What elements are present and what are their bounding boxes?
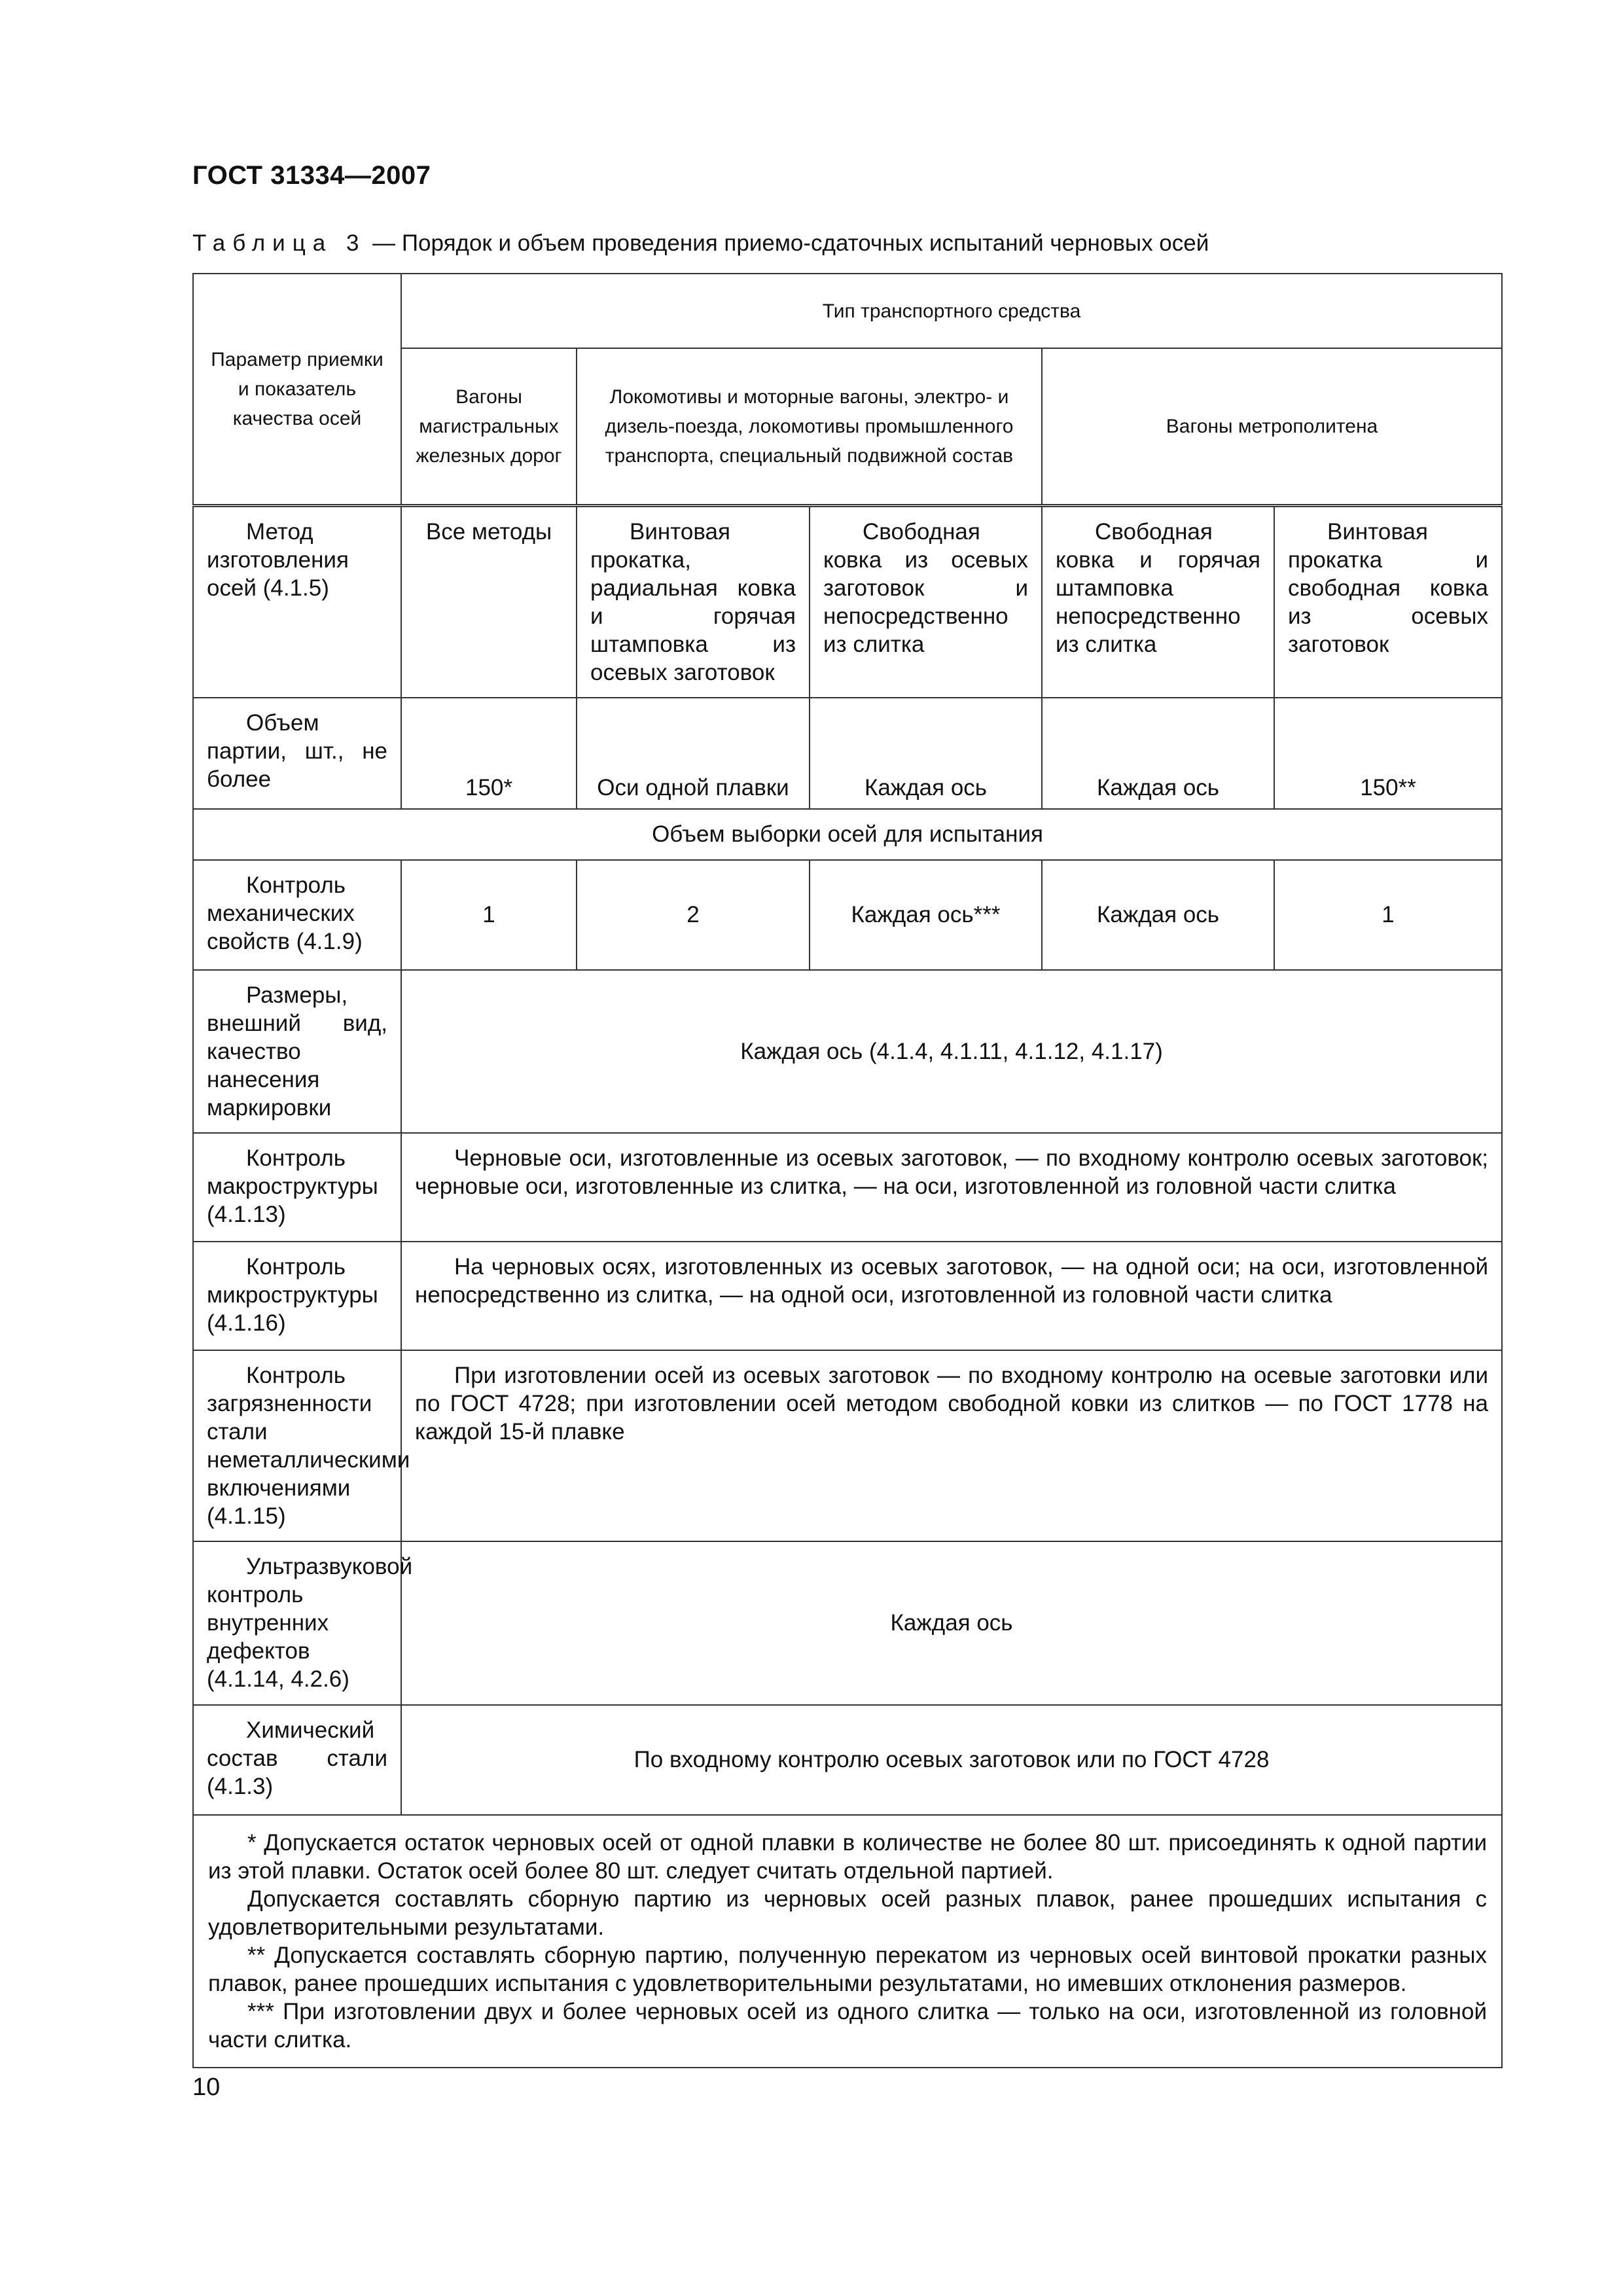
document-header: ГОСТ 31334—2007 bbox=[192, 161, 431, 190]
row-label-lot-size: Объем партии, шт., не более bbox=[193, 698, 401, 809]
row-label-macrostructure: Контроль макроструктуры (4.1.13) bbox=[193, 1133, 401, 1242]
table-row-dimensions bbox=[193, 970, 1502, 1133]
cell-method-locos-1: Винтовая прокатка, радиальная ковка и горячая штамповка из осевых заготовок bbox=[577, 505, 810, 698]
cell-lot-metro-2: 150** bbox=[1274, 698, 1502, 809]
header-param-cell: Параметр приемки и показатель качества осей bbox=[193, 274, 401, 505]
cell-lot-wagons: 150* bbox=[401, 698, 577, 809]
row-label-method: Метод изготовления осей (4.1.5) bbox=[193, 505, 401, 698]
header-metro: Вагоны метрополитена bbox=[1042, 348, 1502, 505]
footnote-1: * Допускается остаток черновых осей от одной плавки в количестве не более 80 шт. присоединять к одной партии из этой плавки. Остаток осей более 80 шт. следует считать отдельной партией. bbox=[208, 1829, 1488, 1884]
cell-mech-metro-2: 1 bbox=[1274, 860, 1502, 970]
cell-contamination-value: При изготовлении осей из осевых заготовок — по входному контролю на осевые заготовки или по ГОСТ 4728; при изготовлении осей методом свободной ковки из слитков — по ГОСТ 1778 на каждой 15-й плавке bbox=[401, 1350, 1502, 1541]
sample-size-header: Объем выборки осей для испытания bbox=[193, 809, 1502, 860]
cell-mech-locos-2: Каждая ось*** bbox=[810, 860, 1042, 970]
cell-ultrasonic-value: Каждая ось bbox=[401, 1541, 1502, 1705]
table-footnotes-row bbox=[193, 1815, 1502, 2068]
cell-chemical-value: По входному контролю осевых заготовок или по ГОСТ 4728 bbox=[401, 1705, 1502, 1815]
table-row-macrostructure bbox=[193, 1133, 1502, 1242]
table-caption bbox=[192, 230, 1209, 257]
row-label-contamination: Контроль загрязненности стали неметаллическими включениями (4.1.15) bbox=[193, 1350, 401, 1541]
header-transport-type: Тип транспортного средства bbox=[401, 274, 1502, 348]
footnote-2: Допускается составлять сборную партию из черновых осей разных плавок, ранее прошедших испытания с удовлетворительными результатами. bbox=[208, 1886, 1488, 1940]
footnote-4: *** При изготовлении двух и более черновых осей из одного слитка — только на оси, изготовленной из головной части слитка. bbox=[208, 1998, 1488, 2053]
cell-method-metro-2: Винтовая прокатка и свободная ковка из осевых заготовок bbox=[1274, 505, 1502, 698]
row-label-microstructure: Контроль микроструктуры (4.1.16) bbox=[193, 1242, 401, 1350]
page-number: 10 bbox=[192, 2073, 221, 2101]
cell-lot-locos-1: Оси одной плавки bbox=[577, 698, 810, 809]
table-row-contamination bbox=[193, 1350, 1502, 1541]
header-wagons: Вагоны магистральных железных дорог bbox=[401, 348, 577, 505]
cell-mech-wagons: 1 bbox=[401, 860, 577, 970]
table-row-chemical bbox=[193, 1705, 1502, 1815]
table-caption-title: — Порядок и объем проведения приемо-сдаточных испытаний черновых осей bbox=[372, 230, 1209, 256]
cell-method-wagons: Все методы bbox=[401, 505, 577, 698]
table-row-ultrasonic bbox=[193, 1541, 1502, 1705]
cell-macrostructure-value: Черновые оси, изготовленные из осевых заготовок, — по входному контролю осевых заготовок; черновые оси, изготовленные из слитка, — на оси, изготовленной из головной части слитка bbox=[401, 1133, 1502, 1242]
table-caption-prefix: Таблица 3 bbox=[192, 230, 366, 256]
cell-lot-metro-1: Каждая ось bbox=[1042, 698, 1274, 809]
row-label-ultrasonic: Ультразвуковой контроль внутренних дефектов (4.1.14, 4.2.6) bbox=[193, 1541, 401, 1705]
row-label-dimensions: Размеры, внешний вид, качество нанесения маркировки bbox=[193, 970, 401, 1133]
cell-mech-metro-1: Каждая ось bbox=[1042, 860, 1274, 970]
table-header-row bbox=[193, 274, 1502, 348]
table-row-method bbox=[193, 505, 1502, 698]
cell-mech-locos-1: 2 bbox=[577, 860, 810, 970]
table-row-lot-size bbox=[193, 698, 1502, 809]
cell-method-metro-1: Свободная ковка и горячая штамповка непосредственно из слитка bbox=[1042, 505, 1274, 698]
header-locomotives: Локомотивы и моторные вагоны, электро- и дизель-поезда, локомотивы промышленного транспорта, специальный подвижной состав bbox=[577, 348, 1042, 505]
cell-method-locos-2: Свободная ковка из осевых заготовок и непосредственно из слитка bbox=[810, 505, 1042, 698]
row-label-chemical: Химический состав стали (4.1.3) bbox=[193, 1705, 401, 1815]
footnote-3: ** Допускается составлять сборную партию, полученную перекатом из черновых осей винтовой прокатки разных плавок, ранее прошедших испытания с удовлетворительными результатами, но имевших отклонения размеров. bbox=[208, 1942, 1488, 1996]
table-row-microstructure bbox=[193, 1242, 1502, 1350]
table-footnotes bbox=[193, 1815, 1502, 2068]
cell-microstructure-value: На черновых осях, изготовленных из осевых заготовок, — на одной оси; на оси, изготовленной непосредственно из слитка, — на одной оси, изготовленной из головной части слитка bbox=[401, 1242, 1502, 1350]
cell-dimensions-value: Каждая ось (4.1.4, 4.1.11, 4.1.12, 4.1.17) bbox=[401, 970, 1502, 1133]
acceptance-tests-table bbox=[192, 273, 1503, 2068]
row-label-mechanical: Контроль механических свойств (4.1.9) bbox=[193, 860, 401, 970]
table-row-sample-header bbox=[193, 809, 1502, 860]
cell-lot-locos-2: Каждая ось bbox=[810, 698, 1042, 809]
table-row-mechanical bbox=[193, 860, 1502, 970]
